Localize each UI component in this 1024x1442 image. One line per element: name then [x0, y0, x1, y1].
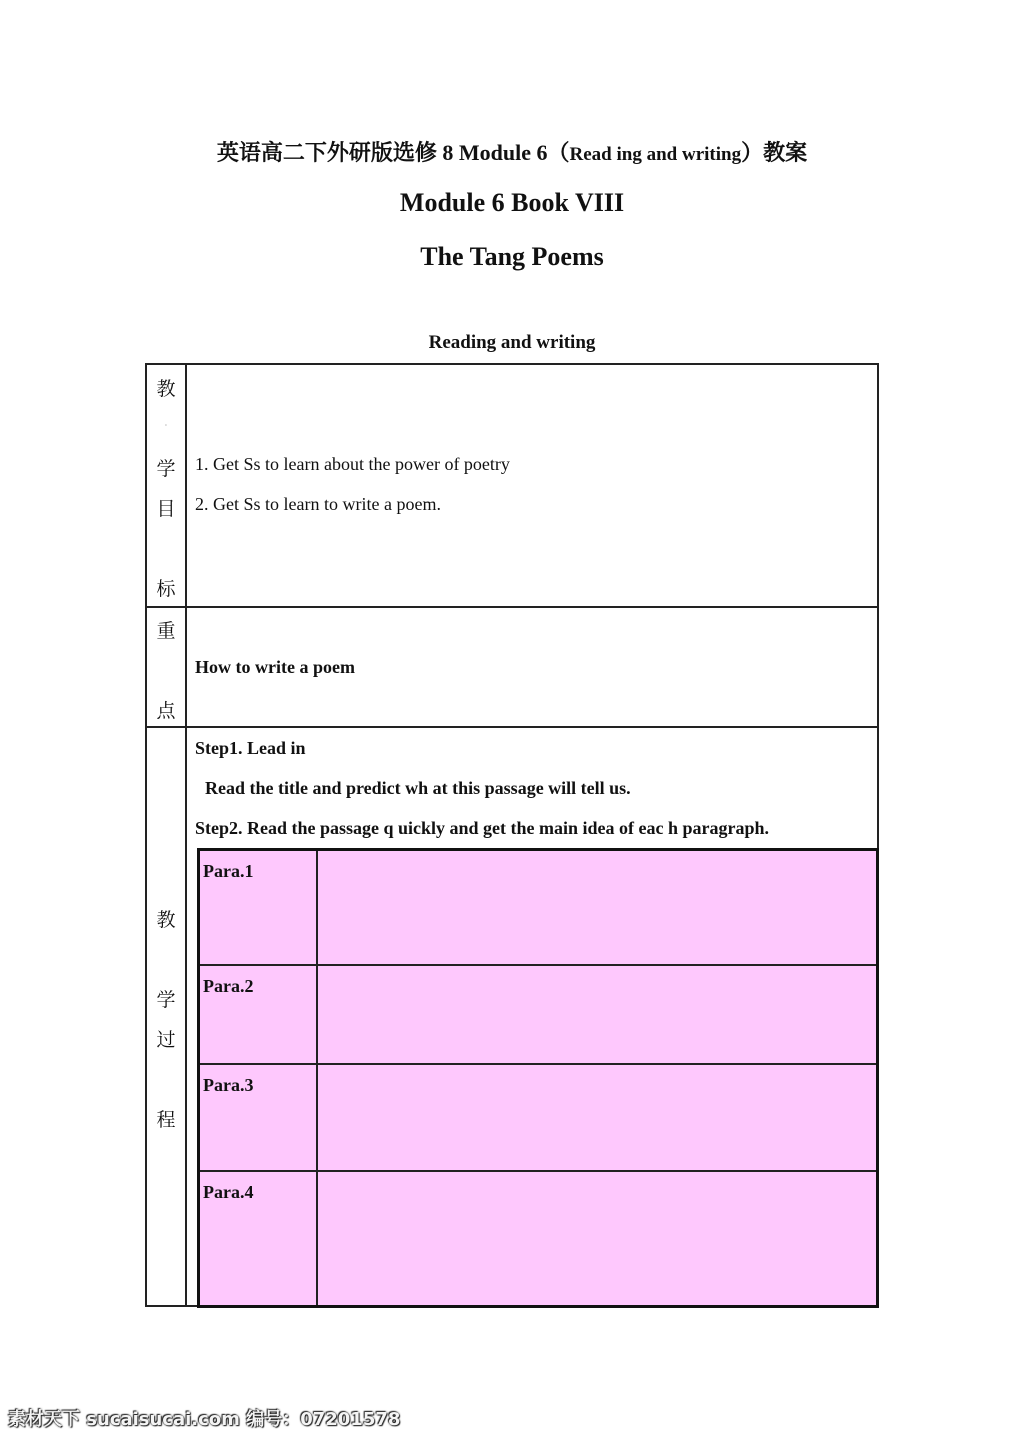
key-point-label-char: 重 [156, 620, 176, 642]
objectives-label-char: 教 [156, 378, 176, 400]
process-label-char: 程 [156, 1109, 176, 1131]
paragraph-answer-cell[interactable] [320, 1172, 876, 1305]
process-label-char: 学 [156, 989, 176, 1011]
title-cn-prefix: 英语高二下外研版选修 8 Module 6（ [216, 140, 570, 165]
process-label-char: 教 [156, 909, 176, 931]
page-title [0, 136, 1024, 167]
paragraph-answer-cell[interactable] [320, 966, 876, 1063]
subtitle-module: Module 6 Book VIII [399, 188, 625, 217]
objective-item: 1. Get Ss to learn about the power of poetry [195, 454, 510, 474]
paragraph-table [197, 848, 879, 1308]
paragraph-answer-cell[interactable] [320, 851, 876, 964]
paragraph-label: Para.4 [200, 1172, 318, 1305]
paragraph-answer-cell[interactable] [320, 1065, 876, 1170]
process-row [147, 728, 877, 1305]
paragraph-row [200, 1172, 876, 1305]
paragraph-row [200, 1065, 876, 1172]
key-point-label [147, 608, 187, 726]
watermark: 素材天下 sucaisucai.com 编号：07201578 [8, 1409, 401, 1430]
objectives-label-dot: · [164, 421, 168, 430]
subtitle-poems: The Tang Poems [420, 242, 604, 271]
objectives-label-char: 学 [156, 458, 176, 480]
lesson-plan-table [145, 363, 879, 1307]
section-title: Reading and writing [428, 332, 596, 353]
paragraph-label: Para.2 [200, 966, 318, 1063]
objectives-label [147, 365, 187, 606]
paragraph-row [200, 851, 876, 966]
process-label [147, 728, 187, 1305]
objectives-label-char: 标 [156, 578, 176, 600]
step1-instruction: Read the title and predict wh at this passage will tell us. [205, 778, 631, 798]
key-point-text: How to write a poem [195, 657, 355, 677]
key-point-row [147, 608, 877, 728]
paragraph-row [200, 966, 876, 1065]
paragraph-label: Para.1 [200, 851, 318, 964]
step1-heading: Step1. Lead in [195, 738, 306, 758]
title-cn-suffix: ）教案 [741, 140, 808, 165]
objectives-row [147, 365, 877, 608]
step2-heading: Step2. Read the passage q uickly and get the main idea of eac h paragraph. [195, 818, 770, 838]
title-en: Read ing and writing [569, 144, 742, 165]
paragraph-label: Para.3 [200, 1065, 318, 1170]
key-point-label-char: 点 [156, 700, 176, 722]
objectives-label-char: 目 [156, 498, 176, 520]
process-label-char: 过 [156, 1029, 176, 1051]
objective-item: 2. Get Ss to learn to write a poem. [195, 494, 441, 514]
